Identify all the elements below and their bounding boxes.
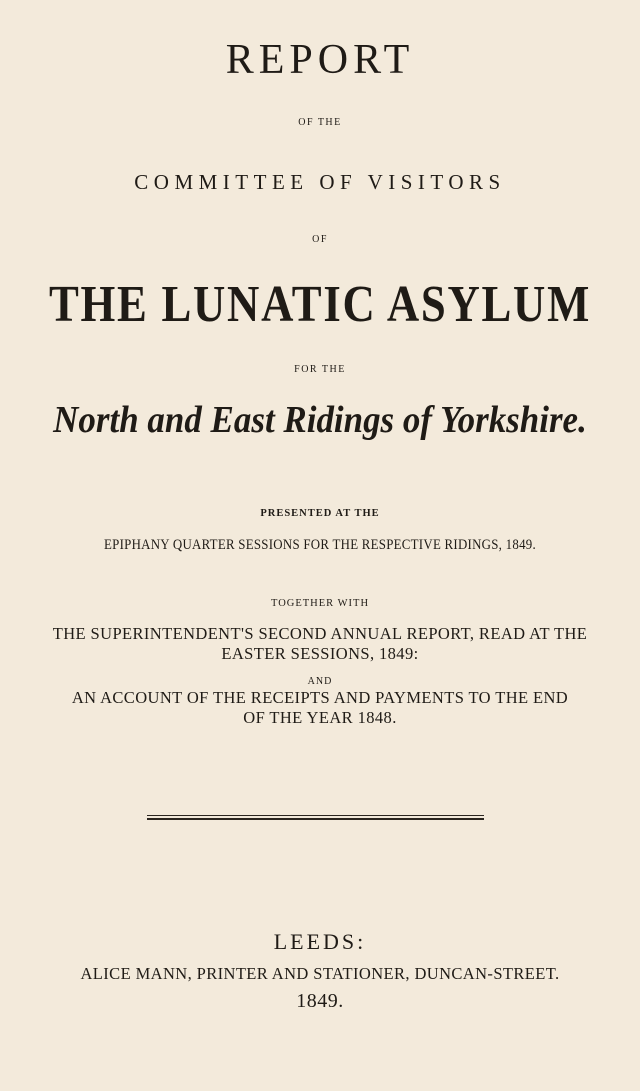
committee-heading: COMMITTEE OF VISITORS (134, 170, 506, 194)
report-heading: REPORT (225, 37, 415, 83)
asylum-title: THE LUNATIC ASYLUM (48, 276, 592, 333)
account-line-1: AN ACCOUNT OF THE RECEIPTS AND PAYMENTS TO THE END (71, 688, 569, 707)
together-with-label: TOGETHER WITH (270, 598, 370, 609)
imprint-place: LEEDS: (273, 929, 367, 954)
divider-thick-line (147, 818, 484, 820)
of-label: OF (312, 234, 328, 245)
and-label: AND (307, 676, 333, 687)
superintendent-line-2: EASTER SESSIONS, 1849: (221, 644, 419, 663)
presented-label: PRESENTED AT THE (260, 508, 380, 519)
superintendent-line-1: THE SUPERINTENDENT'S SECOND ANNUAL REPORT, READ AT THE (52, 624, 588, 643)
divider-thin-line (147, 815, 484, 816)
double-rule-divider (147, 815, 484, 820)
imprint-year: 1849. (296, 990, 344, 1012)
sessions-line: EPIPHANY QUARTER SESSIONS FOR THE RESPECTIVE RIDINGS, 1849. (104, 537, 536, 553)
imprint-printer: ALICE MANN, PRINTER AND STATIONER, DUNCAN-STREET. (80, 964, 560, 983)
ridings-blackletter-line: North and East Ridings of Yorkshire. (53, 399, 587, 441)
for-the-label: FOR THE (294, 364, 346, 375)
account-line-2: OF THE YEAR 1848. (243, 708, 397, 727)
of-the-label: OF THE (298, 117, 342, 128)
